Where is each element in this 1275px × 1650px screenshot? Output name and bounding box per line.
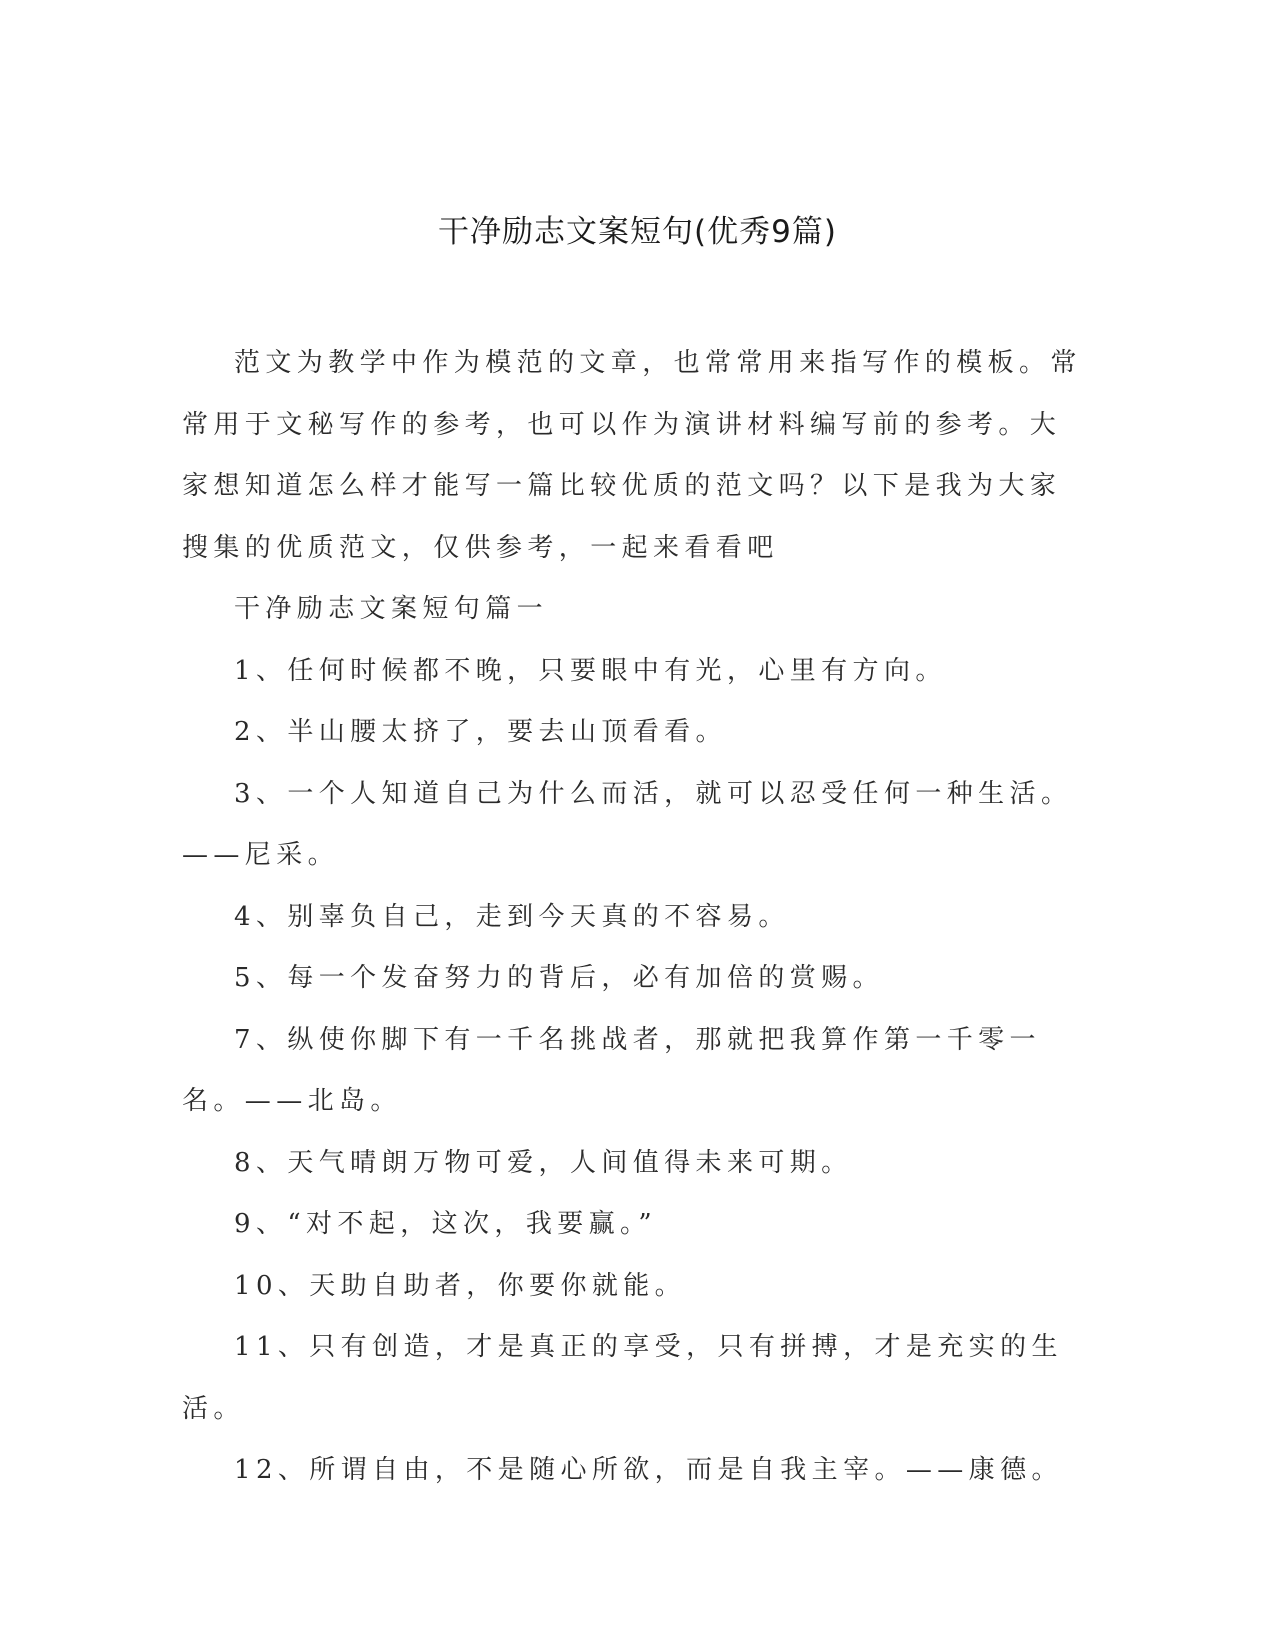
quote-item: 11、只有创造，才是真正的享受，只有拼搏，才是充实的生活。	[182, 1332, 1063, 1424]
quote-item: 12、所谓自由，不是随心所欲，而是自我主宰。——康德。	[234, 1455, 1063, 1485]
quote-item: 1、任何时候都不晚，只要眼中有光，心里有方向。	[234, 655, 947, 686]
quote-item: 2、半山腰太挤了，要去山顶看看。	[234, 717, 727, 747]
quote-item: 5、每一个发奋努力的背后，必有加倍的赏赐。	[234, 963, 884, 993]
document-body	[182, 333, 1087, 1502]
quote-item: 8、天气晴朗万物可爱，人间值得未来可期。	[234, 1147, 853, 1178]
quote-item: 10、天助自助者，你要你就能。	[234, 1270, 687, 1301]
section-heading: 干净励志文案短句篇一	[234, 594, 549, 624]
quote-item: 4、别辜负自己，走到今天真的不容易。	[234, 901, 790, 932]
quote-item: 7、纵使你脚下有一千名挑战者，那就把我算作第一千零一名。——北岛。	[182, 1024, 1041, 1116]
intro-paragraph: 范文为教学中作为模范的文章，也常常用来指写作的模板。常常用于文秘写作的参考，也可以作为演讲材料编写前的参考。大家想知道怎么样才能写一篇比较优质的范文吗？以下是我为大家搜集的优质范文，仅供参考，一起来看看吧	[182, 348, 1082, 563]
quote-item: 3、一个人知道自己为什么而活，就可以忍受任何一种生活。——尼采。	[182, 778, 1073, 870]
document-title: 干净励志文案短句(优秀9篇)	[438, 214, 837, 250]
quote-item: 9、“对不起，这次，我要赢。”	[234, 1209, 658, 1239]
